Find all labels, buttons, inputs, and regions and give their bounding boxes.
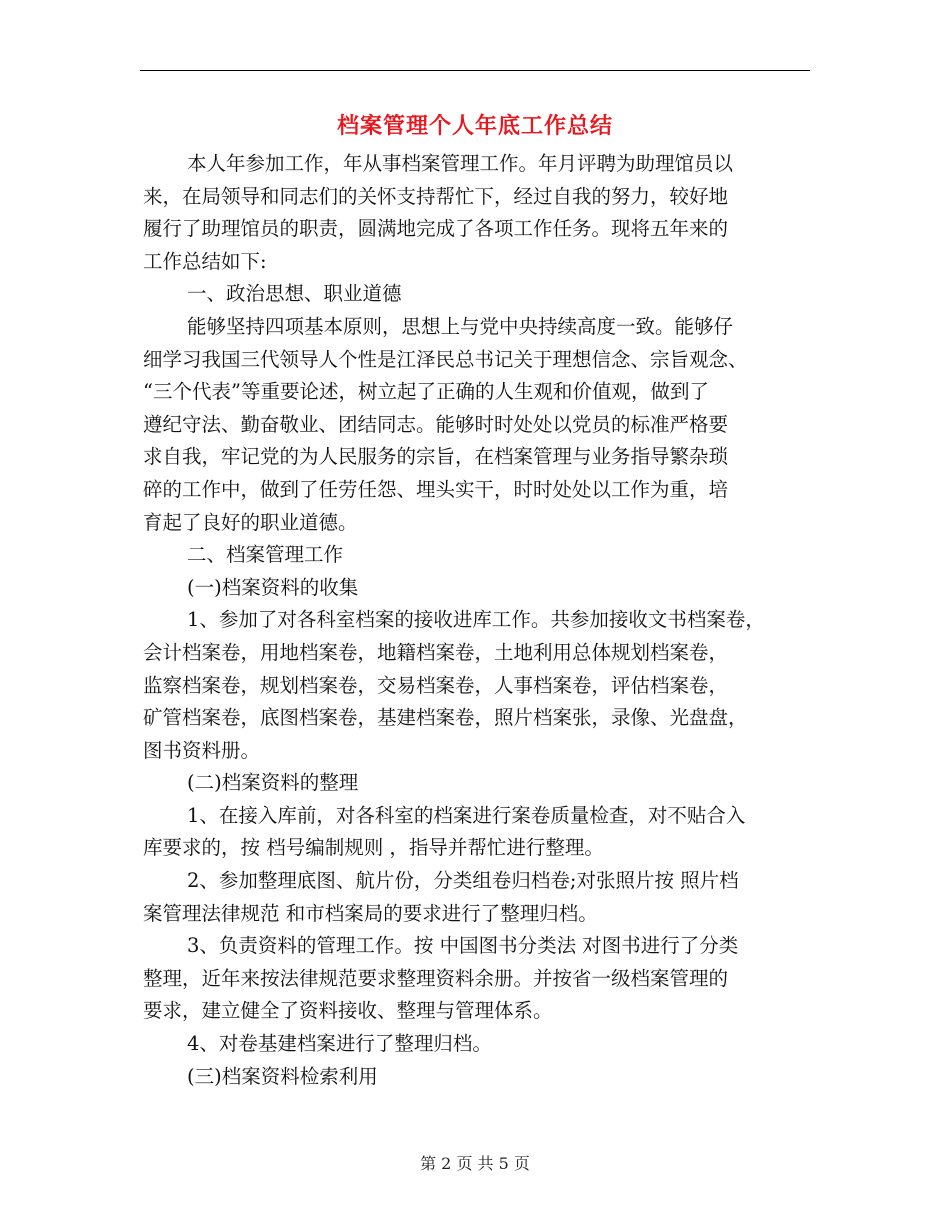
document-body — [143, 148, 813, 1093]
paragraph-line: 求自我，牢记党的为人民服务的宗旨，在档案管理与业务指导繁杂琐 — [143, 445, 729, 469]
paragraph-line: 4、对卷基建档案进行了整理归档。 — [187, 1032, 492, 1056]
paragraph-line: 图书资料册。 — [143, 738, 261, 762]
page-footer: 第 2 页 共 5 页 — [420, 1154, 530, 1173]
document-title: 档案管理个人年底工作总结 — [336, 113, 613, 139]
paragraph-line: 1、参加了对各科室档案的接收进库工作。共参加接收文书档案卷， — [187, 608, 765, 632]
subsection-heading: (二)档案资料的整理 — [187, 771, 359, 795]
section-heading: 一、政治思想、职业道德 — [187, 282, 402, 306]
paragraph-line: 履行了助理馆员的职责，圆满地完成了各项工作任务。现将五年来的 — [143, 217, 729, 241]
header-rule — [140, 70, 810, 71]
paragraph-line: 细学习我国三代领导人个性是江泽民总书记关于理想信念、宗旨观念、 — [143, 347, 748, 371]
paragraph-line: 整理，近年来按法律规范要求整理资料余册。并按省一级档案管理的 — [143, 966, 729, 990]
paragraph-line: 遵纪守法、勤奋敬业、团结同志。能够时时处处以党员的标准严格要 — [143, 412, 729, 436]
paragraph-line: 能够坚持四项基本原则，思想上与党中央持续高度一致。能够仔 — [187, 314, 734, 338]
paragraph-line: 本人年参加工作，年从事档案管理工作。年月评聘为助理馆员以 — [187, 152, 734, 175]
paragraph-line: 案管理法律规范 和市档案局的要求进行了整理归档。 — [143, 901, 598, 925]
paragraph-line: 矿管档案卷，底图档案卷，基建档案卷，照片档案张，录像、光盘盘， — [143, 706, 748, 730]
paragraph-line: 1、在接入库前，对各科室的档案进行案卷质量检查，对不贴合入 — [187, 803, 746, 827]
paragraph-line: 育起了良好的职业道德。 — [143, 510, 358, 534]
paragraph-line: 要求，建立健全了资料接收、整理与管理体系。 — [143, 999, 553, 1023]
paragraph-line: 碎的工作中，做到了任劳任怨、埋头实干，时时处处以工作为重，培 — [143, 477, 729, 501]
paragraph-line: 库要求的，按 档号编制规则 ，指导并帮忙进行整理。 — [143, 836, 604, 860]
paragraph-line: 会计档案卷，用地档案卷，地籍档案卷，土地利用总体规划档案卷， — [143, 640, 729, 664]
paragraph-line: 来，在局领导和同志们的关怀支持帮忙下，经过自我的努力，较好地 — [143, 184, 729, 208]
subsection-heading: (三)档案资料检索利用 — [187, 1064, 378, 1088]
paragraph-line: 工作总结如下: — [143, 249, 267, 273]
paragraph-line: “三个代表”等重要论述，树立起了正确的人生观和价值观，做到了 — [143, 380, 709, 404]
subsection-heading: (一)档案资料的收集 — [187, 575, 359, 599]
paragraph-line: 监察档案卷，规划档案卷，交易档案卷，人事档案卷，评估档案卷， — [143, 673, 729, 697]
paragraph-line: 2、参加整理底图、航片份，分类组卷归档卷;对张照片按 照片档 — [187, 869, 739, 893]
section-heading: 二、档案管理工作 — [187, 543, 344, 567]
paragraph-line: 3、负责资料的管理工作。按 中国图书分类法 对图书进行了分类 — [187, 934, 739, 958]
